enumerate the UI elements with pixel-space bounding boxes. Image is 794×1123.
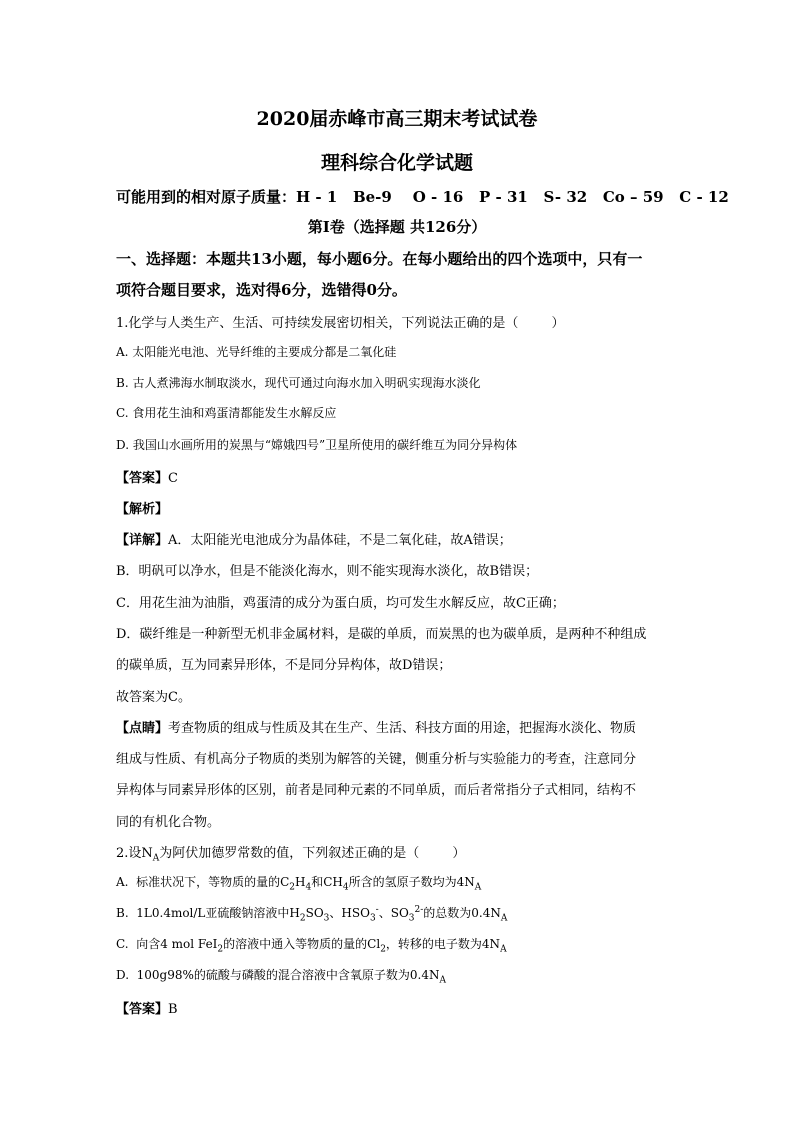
section-instructions-2: 项符合题目要求，选对得6分，选错得0分。 xyxy=(116,281,407,299)
q1-answer xyxy=(116,467,178,486)
analysis-tag: 【解析】 xyxy=(116,502,169,517)
exam-title: 2020届赤峰市高三期末考试试卷 xyxy=(256,108,538,130)
t: 、HSO xyxy=(329,906,370,920)
q1-point-1 xyxy=(116,717,636,736)
q1-detail-c: C．用花生油为油脂，鸡蛋清的成分为蛋白质，均可发生水解反应，故C正确； xyxy=(116,596,565,611)
q2-option-c xyxy=(116,935,507,954)
t: 和CH xyxy=(311,875,343,889)
sub: 3 xyxy=(369,913,376,924)
t: B. 1L0.4mol/L亚硫酸钠溶液中H xyxy=(116,906,300,920)
atomic-masses: 可能用到的相对原子质量：H - 1 Be-9 O - 16 P - 31 S- 32 Co – 59 C - 12 xyxy=(116,188,729,206)
q1-detail-d-2: 的碳单质，互为同素异形体，不是同分异构体，故D错误； xyxy=(116,658,452,673)
volume-heading: 第I卷（选择题 共126分） xyxy=(307,218,487,236)
q1-option-b: B. 古人煮沸海水制取淡水，现代可通过向海水加入明矾实现海水淡化 xyxy=(116,376,481,390)
q2-option-b xyxy=(116,904,507,923)
q2-option-d xyxy=(116,966,446,985)
q1-point-2: 组成与性质、有机高分子物质的类别为解答的关键，侧重分析与实验能力的考查，注意同分 xyxy=(116,752,637,767)
q1-detail-d-1: D．碳纤维是一种新型无机非金属材料，是碳的单质，而炭黑的也为碳单质，是两种不种组成 xyxy=(116,627,647,642)
t: D. 100g98%的硫酸与磷酸的混合溶液中含氧原子数为0.4N xyxy=(116,968,440,982)
sub: 4 xyxy=(342,882,349,893)
detail-tag: 【详解】 xyxy=(116,533,169,548)
t: A. 标准状况下，等物质的量的C xyxy=(116,875,290,889)
t: 、SO xyxy=(378,906,409,920)
sub: A xyxy=(474,882,482,893)
t: C. 向含4 mol FeI xyxy=(116,937,218,951)
q1-point-3: 异构体与同素异形体的区别，前者是同种元素的不同单质，而后者常指分子式相同，结构不 xyxy=(116,783,637,798)
sup: 2- xyxy=(414,905,424,915)
t: SO xyxy=(305,906,324,920)
q2-option-a xyxy=(116,873,481,892)
sub: 2 xyxy=(299,913,306,924)
q1-option-a: A. 太阳能光电池、光导纤维的主要成分都是二氧化硅 xyxy=(116,345,397,359)
sub: 3 xyxy=(323,913,330,924)
sub: 3 xyxy=(408,913,415,924)
sub: 4 xyxy=(305,882,312,893)
t: 的总数为0.4N xyxy=(423,906,501,920)
q2-stem-post: 为阿伏加德罗常数的值，下列叙述正确的是（ ） xyxy=(159,846,466,861)
t: 所含的氢原子数均为4N xyxy=(348,875,475,889)
q1-conclusion: 故答案为C。 xyxy=(116,690,191,705)
q1-detail-a xyxy=(116,529,512,548)
sub: 2 xyxy=(217,944,224,955)
detail-a-text: A．太阳能光电池成分为晶体硅，不是二氧化硅，故A错误； xyxy=(168,533,512,548)
q1-option-d: D. 我国山水画所用的炭黑与“嫦娥四号”卫星所使用的碳纤维互为同分异构体 xyxy=(116,438,518,452)
t: H xyxy=(295,875,306,889)
sup: - xyxy=(375,905,379,915)
answer-value: C xyxy=(168,471,178,486)
q2-stem-pre: 2.设N xyxy=(116,846,153,861)
t: ，转移的电子数为4N xyxy=(385,937,501,951)
point-1-text: 考查物质的组成与性质及其在生产、生活、科技方面的用途，把握海水淡化、物质 xyxy=(168,721,637,736)
sub: 2 xyxy=(380,944,386,955)
answer-tag: 【答案】 xyxy=(116,471,169,486)
sub: A xyxy=(500,913,508,924)
q2-stem-sub: A xyxy=(152,853,160,864)
q1-stem: 1.化学与人类生产、生活、可持续发展密切相关，下列说法正确的是（ ） xyxy=(116,316,565,331)
q1-detail-b: B．明矾可以净水，但是不能淡化海水，则不能实现海水淡化，故B错误； xyxy=(116,564,539,579)
q2-stem xyxy=(116,842,465,864)
q1-point-4: 同的有机化合物。 xyxy=(116,815,221,830)
sub: A xyxy=(500,944,507,955)
answer-tag: 【答案】 xyxy=(116,1002,169,1017)
sub: 2 xyxy=(289,882,296,893)
exam-subtitle: 理科综合化学试题 xyxy=(320,152,473,174)
q1-option-c: C. 食用花生油和鸡蛋清都能发生水解反应 xyxy=(116,406,337,420)
q1-analysis-heading xyxy=(116,498,168,517)
point-tag: 【点睛】 xyxy=(116,721,169,736)
q2-answer xyxy=(116,998,178,1017)
t: 的溶液中通入等物质的量的Cl xyxy=(223,937,381,951)
sub: A xyxy=(439,975,446,986)
answer-value: B xyxy=(168,1002,178,1017)
section-instructions-1: 一、选择题：本题共13小题，每小题6分。在每小题给出的四个选项中，只有一 xyxy=(116,250,643,268)
